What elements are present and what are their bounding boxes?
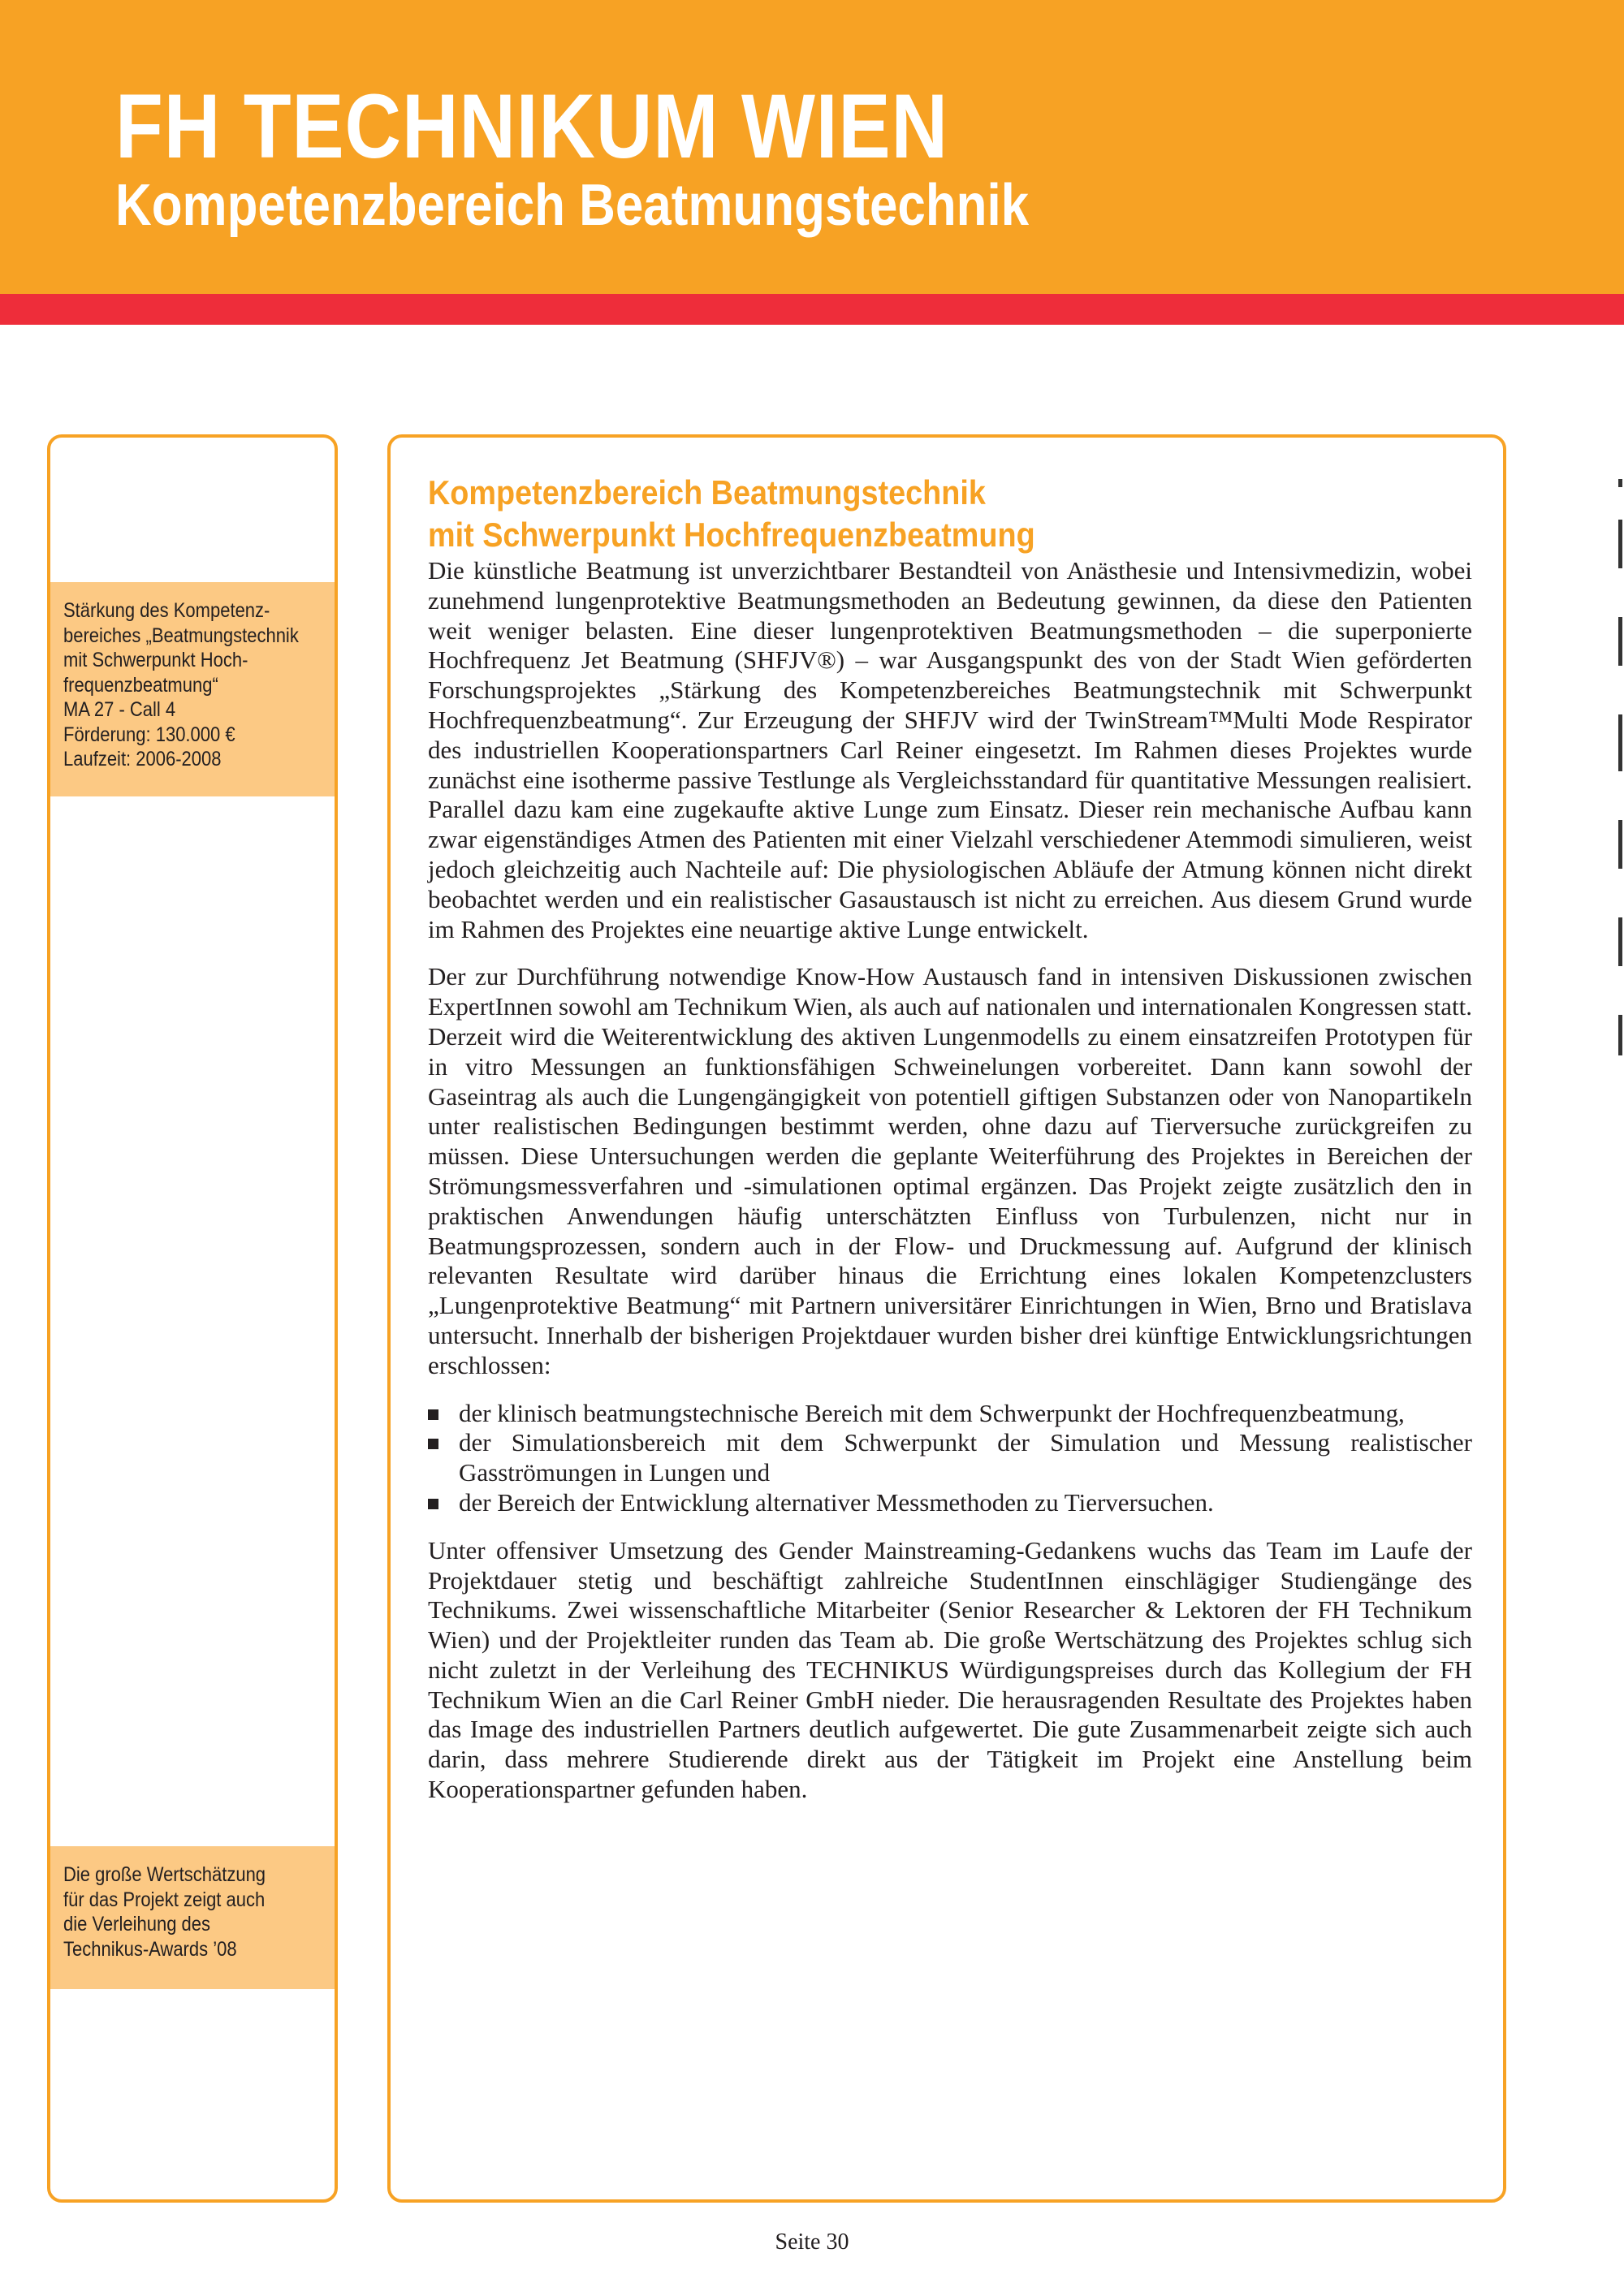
article-paragraph-3: Unter offensiver Umsetzung des Gender Mainstreaming-Gedankens wuchs das Team im Laufe der Projektdauer stetig und beschäftigt zahlreiche StudentInnen einschlägiger Studiengänge des Technikums. Zwei wissenschaftliche Mitarbeiter (Senior Researcher & Lektoren der FH Technikum Wien) und der Projektleiter runden das Team ab. Die große Wertschätzung des Projektes schlug sich nicht zuletzt in der Verleihung des TECHNIKUS Würdigungspreises durch das Kollegium der FH Technikum Wien an die Carl Reiner GmbH nieder. Die herausragenden Resultate des Projektes haben das Image des industriellen Partners deutlich aufgewertet. Die gute Zusammenarbeit zeigte sich auch darin, dass mehrere Studierende direkt aus der Tätigkeit im Projekt eine Anstellung beim Kooperationspartner gefunden haben. [428,1535,1472,1804]
square-bullet-icon [428,1439,438,1449]
project-info-line: mit Schwerpunkt Hoch- [63,649,248,671]
page-edge-mark [1618,820,1622,869]
header-title: FH TECHNIKUM WIEN [115,76,948,177]
award-note-line: Die große Wertschätzung [63,1863,266,1886]
list-item [428,1488,1472,1518]
page-edge-mark [1618,714,1622,771]
article-heading-line2: mit Schwerpunkt Hochfrequenzbeatmung [428,516,1035,554]
award-note-line: Technikus-Awards ’08 [63,1937,237,1961]
article-content [428,472,1472,1805]
sidebar-panel [47,434,338,2203]
direction-list [428,1399,1472,1518]
list-item-text: der Simulationsbereich mit dem Schwerpunkt der Simulation und Messung realistischer Gasströmungen in Lungen und [459,1428,1472,1487]
page-edge-mark [1618,917,1622,966]
square-bullet-icon [428,1499,438,1509]
project-call-line: MA 27 - Call 4 [63,698,176,721]
project-info-line: frequenzbeatmung“ [63,673,218,697]
page-edge-mark [1618,479,1622,487]
award-note-line: für das Projekt zeigt auch [63,1888,266,1911]
header-subtitle: Kompetenzbereich Beatmungstechnik [115,173,1030,238]
page-edge-mark [1618,617,1622,666]
article-paragraph-1: Die künstliche Beatmung ist unverzichtbarer Bestandteil von Anästhesie und Intensivmedizin, wobei zunehmend lungenprotektive Beatmungsmethoden an Bedeutung gewinnen, da diese den Patienten weit weniger belasten. Eine dieser lungenprotektiven Beatmungsmethoden – die superponierte Hochfrequenz Jet Beatmung (SHFJV®) – war Ausgangspunkt des von der Stadt Wien geförderten Forschungsprojektes „Stärkung des Kompetenzbereiches Beatmungstechnik mit Schwerpunkt Hochfrequenzbeatmung“. Zur Erzeugung der SHFJV wird der TwinStream™Multi Mode Respirator des industriellen Kooperationspartners Carl Reiner eingesetzt. Im Rahmen dieses Projektes wurde zunächst eine isotherme passive Testlunge als Vergleichsstandard für quantitative Messungen realisiert. Parallel dazu kam eine zugekaufte aktive Lunge zum Einsatz. Dieser rein mechanische Aufbau kann zwar eigenständiges Atmen des Patienten mit einer Vielzahl verschiedener Atemmodi simulieren, weist jedoch gleichzeitig auch Nachteile auf: Die physiologischen Abläufe der Atmung können nicht direkt beobachtet werden und ein realistischer Gasaustausch ist nicht zu erreichen. Aus diesem Grund wurde im Rahmen des Projektes eine neuartige aktive Lunge entwickelt. [428,556,1472,943]
article-paragraph-2: Der zur Durchführung notwendige Know-How Austausch fand in intensiven Diskussionen zwischen ExpertInnen sowohl am Technikum Wien, als auch auf nationalen und internationalen Kongressen statt. Derzeit wird die Weiterentwicklung des aktiven Lungenmodells zu einem einsatzreifen Prototypen für in vitro Messungen an funktionsfähigen Schweinelungen vorbereitet. Dann kann sowohl der Gaseintrag als auch die Lungengängigkeit von potentiell giftigen Substanzen oder von Nanopartikeln unter realistischen Bedingungen bestimmt werden, ohne dazu auf Tierversuche zurückgreifen zu müssen. Diese Untersuchungen werden die geplante Weiterführung des Projektes in Bereichen der Strömungsmessverfahren und -simulationen optimal ergänzen. Das Projekt zeigte zusätzlich den in praktischen Anwendungen häufig unterschätzten Einfluss von Turbulenzen, nicht nur in Beatmungsprozessen, sondern auch in der Flow- und Druckmessung auf. Aufgrund der klinisch relevanten Resultate wird darüber hinaus die Errichtung eines lokalen Kompetenzclusters „Lungenprotektive Beatmung“ mit Partnern universitärer Einrichtungen in Wien, Brno und Bratislava untersucht. Innerhalb der bisherigen Projektdauer wurden bisher drei künftige Entwicklungsrichtungen erschlossen: [428,962,1472,1379]
list-item-text: der klinisch beatmungstechnische Bereich mit dem Schwerpunkt der Hochfrequenzbeatmung, [459,1398,1405,1427]
article-heading-line1: Kompetenzbereich Beatmungstechnik [428,473,986,511]
header-red-stripe [0,294,1624,325]
page-edge-mark [1618,1015,1622,1055]
list-item [428,1399,1472,1429]
main-article-panel [387,434,1506,2203]
project-funding-line: Förderung: 130.000 € [63,723,235,746]
project-info-line: Stärkung des Kompetenz- [63,599,270,622]
project-info-line: bereiches „Beatmungstechnik [63,624,299,647]
square-bullet-icon [428,1409,438,1420]
project-duration-line: Laufzeit: 2006-2008 [63,748,222,770]
award-note-box [50,1846,335,1989]
page-edge-mark [1618,520,1622,568]
list-item [428,1428,1472,1488]
award-note-line: die Verleihung des [63,1913,211,1936]
page-number: Seite 30 [775,2229,849,2255]
project-info-box [50,582,335,796]
list-item-text: der Bereich der Entwicklung alternativer Messmethoden zu Tierversuchen. [459,1487,1214,1517]
header-banner [0,0,1624,294]
